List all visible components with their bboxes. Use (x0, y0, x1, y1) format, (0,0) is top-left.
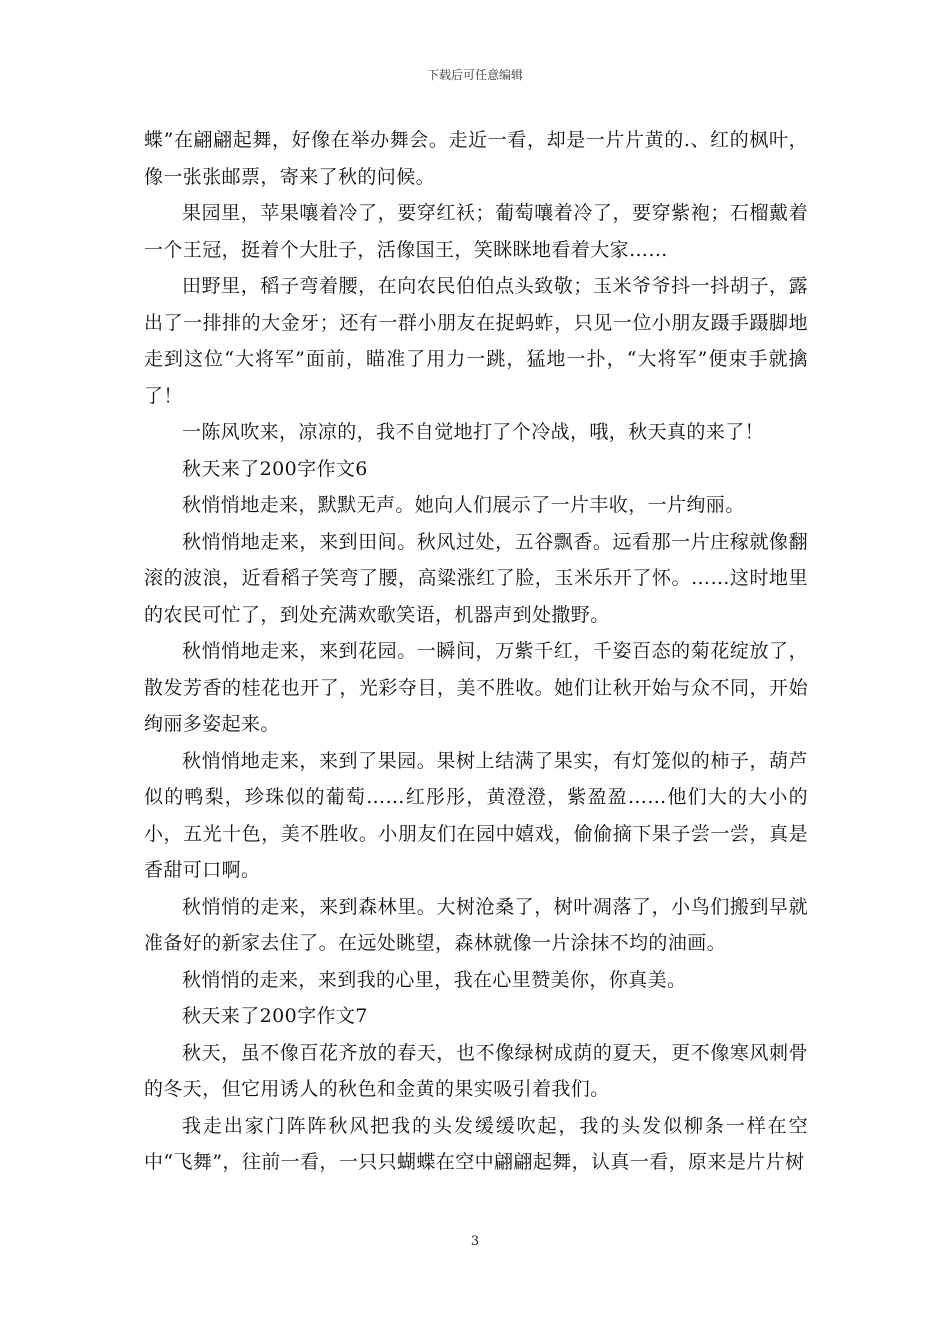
paragraph: 秋悄悄的走来，来到我的心里，我在心里赞美你，你真美。 (182, 968, 687, 991)
paragraph: 果园里，苹果嚷着冷了，要穿红袄；葡萄嚷着冷了，要穿紫袍；石榴戴着一个王冠，挺着个大肚子，活像国王，笑眯眯地看着大家…… (144, 202, 808, 261)
paragraph: 田野里，稻子弯着腰，在向农民伯伯点头致敬；玉米爷爷抖一抖胡子，露出了一排排的大金牙；还有一群小朋友在捉蚂蚱，只见一位小朋友蹑手蹑脚地走到这位“大将军”面前，瞄准了用力一跳，猛地一扑，“大将军”便束手就擒了！ (144, 275, 808, 407)
paragraph: 我走出家门阵阵秋风把我的头发缓缓吹起，我的头发似柳条一样在空中“飞舞”，往前一看，一只只蝴蝶在空中翩翩起舞，认真一看，原来是片片树 (144, 1114, 808, 1173)
paragraph: 秋悄悄地走来，来到田间。秋风过处，五谷飘香。远看那一片庄稼就像翻滚的波浪，近看稻子笑弯了腰，高粱涨红了脸，玉米乐开了怀。……这时地里的农民可忙了，到处充满欢歌笑语，机器声到处撒野。 (144, 530, 808, 626)
paragraph: 秋天来了200字作文7 (182, 1005, 368, 1027)
paragraph: 秋天来了200字作文6 (182, 457, 368, 480)
paragraph: 秋悄悄的走来，来到森林里。大树沧桑了，树叶凋落了，小鸟们搬到早就准备好的新家去住了。在远处眺望，森林就像一片涂抹不均的油画。 (144, 895, 808, 954)
paragraph: 秋天，虽不像百花齐放的春天，也不像绿树成荫的夏天，更不像寒风刺骨的冬天，但它用诱人的秋色和金黄的果实吸引着我们。 (144, 1041, 808, 1100)
paragraph: 秋悄悄地走来，来到花园。一瞬间，万紫千红，千姿百态的菊花绽放了，散发芳香的桂花也开了，光彩夺目，美不胜收。她们让秋开始与众不同，开始绚丽多姿起来。 (144, 640, 808, 735)
page-number: 3 (470, 1234, 480, 1249)
paragraph: 蝶”在翩翩起舞，好像在举办舞会。走近一看，却是一片片黄的.、红的枫叶，像一张张邮票，寄来了秋的问候。 (144, 129, 808, 188)
page-header: 下载后可任意编辑 (426, 68, 523, 82)
paragraph: 秋悄悄地走来，默默无声。她向人们展示了一片丰收，一片绚丽。 (182, 494, 745, 516)
document-body (144, 122, 808, 1181)
paragraph: 一陈风吹来，凉凉的，我不自觉地打了个冷战，哦，秋天真的来了！ (182, 421, 765, 443)
paragraph: 秋悄悄地走来，来到了果园。果树上结满了果实，有灯笼似的柿子，葫芦似的鸭梨，珍珠似的葡萄……红彤彤，黄澄澄，紫盈盈……他们大的大小的小，五光十色，美不胜收。小朋友们在园中嬉戏，偷偷摘下果子尝一尝，真是香甜可口啊。 (144, 749, 808, 881)
